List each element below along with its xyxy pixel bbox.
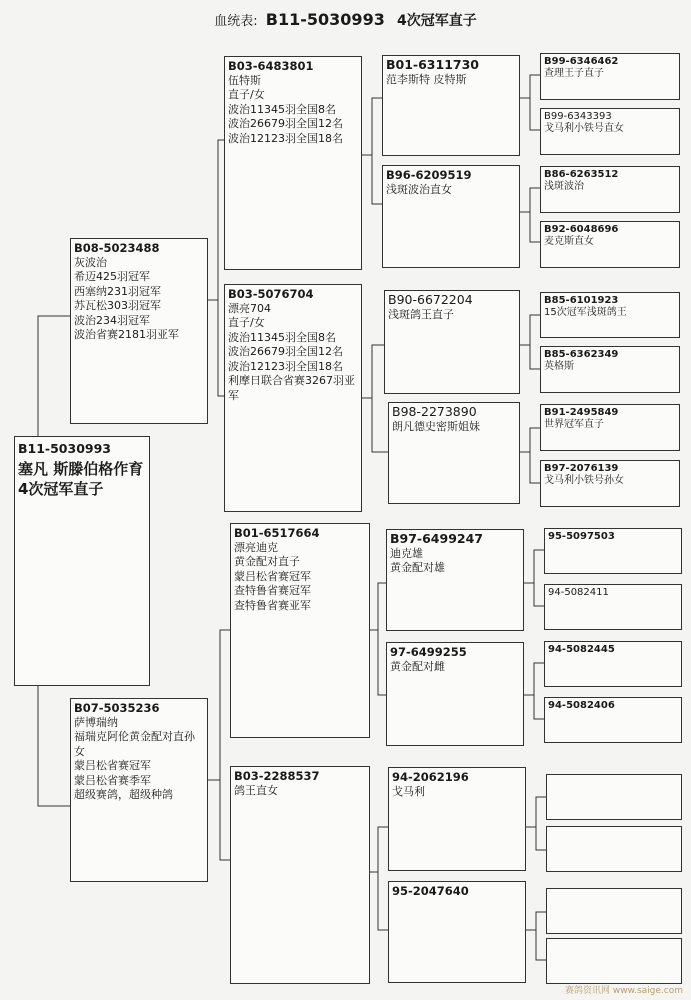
- ssd-line: 浅斑波治直女: [386, 182, 452, 196]
- subject-line: 4次冠军直子: [18, 480, 104, 498]
- sds-id: B90-6672204: [388, 292, 473, 307]
- g4-line: 浅斑波治: [544, 181, 584, 192]
- title-pigeon-id: B11-5030993: [265, 10, 385, 29]
- ddd-box: [388, 881, 526, 983]
- sire-line: 波治省赛2181羽亚军: [74, 328, 179, 341]
- g4-box: [546, 826, 682, 872]
- g4-line: 15次冠军浅斑鸽王: [544, 307, 627, 318]
- subject-box: [14, 436, 150, 686]
- g4-box: [540, 108, 680, 155]
- g4-box: [546, 774, 682, 820]
- sire-line: 西塞纳231羽冠军: [74, 284, 161, 298]
- g4-id: 94-5082445: [548, 644, 615, 655]
- ssd-id: B96-6209519: [386, 168, 472, 182]
- sire-line: 灰波治: [74, 255, 107, 269]
- g4-box: [540, 460, 680, 507]
- dsd-id: 97-6499255: [390, 645, 467, 659]
- g4-id: B85-6101923: [544, 295, 619, 306]
- sire-dam-line: 波治11345羽全国8名: [228, 330, 336, 344]
- g4-box: [544, 697, 682, 743]
- ddd-id: 95-2047640: [392, 884, 469, 898]
- g4-line: 英格斯: [544, 361, 574, 372]
- sire-line: 希迈425羽冠军: [74, 270, 150, 283]
- g4-id: B97-2076139: [544, 463, 619, 474]
- sire-line: 苏瓦松303羽冠军: [74, 299, 161, 312]
- sdd-id: B98-2273890: [392, 404, 477, 419]
- g4-id: B86-6263512: [544, 169, 619, 180]
- dss-line: 迪克雄: [390, 546, 423, 560]
- title-label: 血统表:: [214, 14, 258, 29]
- dds-box: [388, 767, 526, 871]
- dam-dam-box: [230, 766, 370, 984]
- dam-line: 蒙吕松省赛季军: [74, 773, 151, 787]
- sss-line: 范李斯特 皮特斯: [386, 72, 467, 86]
- sire-dam-line: 漂亮704: [228, 301, 271, 315]
- dam-sire-box: [230, 523, 370, 738]
- sire-sire-line: 波治11345羽全国8名: [228, 102, 336, 116]
- dam-sire-line: 漂亮迪克: [234, 540, 278, 554]
- g4-line: 戈马利小铁号孙女: [544, 475, 624, 486]
- g4-box: [540, 404, 680, 451]
- sire-dam-id: B03-5076704: [228, 287, 314, 301]
- g4-id: B91-2495849: [544, 407, 619, 418]
- dam-sire-line: 查特鲁省赛冠军: [234, 584, 311, 597]
- sire-line: 波治234羽冠军: [74, 313, 150, 327]
- dam-sire-id: B01-6517664: [234, 526, 320, 540]
- dam-line: 萨博瑞纳: [74, 715, 118, 729]
- sire-dam-line: 波治12123羽全国18名: [228, 359, 343, 373]
- g4-id: 94-5082411: [548, 587, 609, 598]
- sire-sire-line: 波治26679羽全国12名: [228, 117, 343, 130]
- g4-box: [544, 641, 682, 687]
- g4-box: [540, 346, 680, 393]
- dam-line: 蒙吕松省赛冠军: [74, 759, 151, 772]
- sire-dam-line: 直子/女: [228, 316, 265, 329]
- g4-line: 世界冠军直子: [544, 419, 604, 430]
- dsd-box: [386, 642, 524, 746]
- dam-box: [70, 698, 208, 882]
- sire-sire-line: 直子/女: [228, 88, 265, 101]
- g4-id: B99-6343393: [544, 111, 612, 122]
- g4-line: 麦克斯直女: [544, 236, 594, 247]
- g4-box: [546, 888, 682, 934]
- sire-id: B08-5023488: [74, 241, 160, 255]
- dsd-line: 黄金配对雌: [390, 659, 445, 673]
- dds-id: 94-2062196: [392, 770, 469, 784]
- sire-sire-box: [224, 56, 362, 270]
- sire-sire-id: B03-6483801: [228, 59, 314, 73]
- site-watermark: 赛鸽资讯网 www.saige.com: [564, 986, 683, 996]
- dss-box: [386, 529, 524, 631]
- sire-dam-line: 利摩日联合省赛3267羽亚军: [228, 374, 355, 402]
- ssd-box: [382, 165, 520, 268]
- sire-dam-box: [224, 284, 362, 512]
- dam-line: 超级赛鸽，超级种鸽: [74, 788, 173, 801]
- g4-box: [540, 53, 680, 100]
- dam-line: 福瑞克阿伦黄金配对直孙女: [74, 730, 195, 758]
- dam-dam-line: 鸽王直女: [234, 783, 278, 797]
- g4-box: [540, 221, 680, 268]
- g4-box: [540, 166, 680, 213]
- sds-line: 浅斑鸽王直子: [388, 307, 454, 321]
- g4-line: 戈马利小铁号直女: [544, 123, 624, 134]
- dam-id: B07-5035236: [74, 701, 160, 715]
- g4-id: 94-5082406: [548, 700, 615, 711]
- subject-id: B11-5030993: [18, 441, 111, 456]
- dam-dam-id: B03-2288537: [234, 769, 320, 783]
- g4-id: B85-6362349: [544, 349, 619, 360]
- g4-box: [540, 292, 680, 338]
- sire-dam-line: 波治26679羽全国12名: [228, 345, 343, 358]
- dam-sire-line: 查特鲁省赛亚军: [234, 598, 311, 612]
- title-tagline: 4次冠军直子: [396, 13, 477, 29]
- sds-box: [384, 290, 520, 394]
- sire-box: [70, 238, 208, 424]
- sdd-box: [388, 402, 520, 504]
- g4-box: [544, 584, 682, 630]
- g4-line: 查理王子直子: [544, 68, 604, 79]
- dss-line: 黄金配对雄: [390, 561, 445, 574]
- dds-line: 戈马利: [392, 784, 425, 798]
- g4-id: B92-6048696: [544, 224, 619, 235]
- sire-sire-line: 波治12123羽全国18名: [228, 131, 343, 145]
- sdd-line: 朗凡德史密斯姐妹: [392, 419, 480, 433]
- subject-line: 塞凡 斯滕伯格作育: [18, 460, 144, 478]
- sss-id: B01-6311730: [386, 57, 479, 72]
- dam-sire-line: 黄金配对直子: [234, 555, 300, 568]
- g4-id: 95-5097503: [548, 531, 615, 542]
- sss-box: [382, 55, 520, 156]
- dss-id: B97-6499247: [390, 531, 483, 546]
- g4-id: B99-6346462: [544, 56, 619, 67]
- g4-box: [544, 528, 682, 574]
- sire-sire-line: 伍特斯: [228, 73, 261, 87]
- g4-box: [546, 938, 682, 984]
- dam-sire-line: 蒙吕松省赛冠军: [234, 569, 311, 583]
